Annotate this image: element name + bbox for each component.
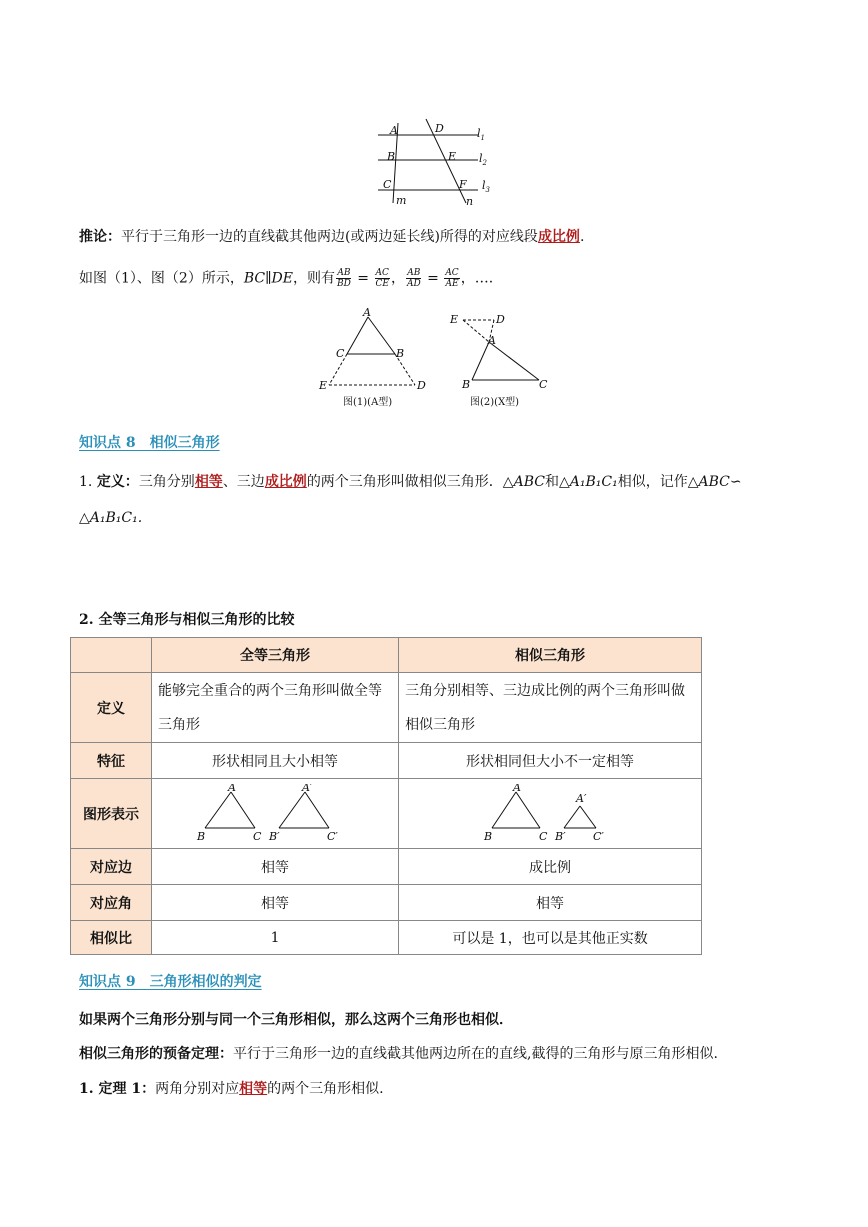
label-B: B [387,150,396,163]
table-header-similar: 相似三角形 [399,638,702,673]
theorem-1: 1. 定理 1：两角分别对应相等的两个三角形相似. [79,1081,384,1097]
figure-a-type [315,305,435,410]
label-l3: $l_3$ [482,179,490,194]
label-C: C [383,178,392,191]
svg-text:A′: A′ [576,791,587,805]
svg-text:C: C [539,378,548,391]
section-8-heading: 知识点 8 相似三角形 [79,435,220,451]
compare-title: 2. 全等三角形与相似三角形的比较 [79,612,295,628]
label-l2: $l_2$ [479,152,487,167]
svg-text:C′: C′ [327,829,338,843]
label-l1: $l_1$ [477,127,485,142]
label-F: F [459,178,467,191]
table-header-row [71,638,702,673]
fraction-ac-ae: $\frac{AC}{AE}$ [445,268,459,289]
corollary-label: 推论： [79,229,121,245]
corollary-text: 平行于三角形一边的直线截其他两边(或两边延长线)所得的对应线段 [121,229,538,245]
fraction-ab-bd: $\frac{AB}{BD}$ [337,268,351,289]
table-row: 图形表示 A B C A′ B′ C′ A B C A′ B′ C′ [71,779,702,849]
label-m: m [396,194,407,207]
fraction-ac-ce: $\frac{AC}{CE}$ [375,268,389,289]
corollary: 推论：平行于三角形一边的直线截其他两边(或两边延长线)所得的对应线段成比例. [79,229,585,245]
comparison-table [70,637,702,955]
rule-transitive: 如果两个三角形分别与同一个三角形相似，那么这两个三角形也相似． [79,1012,513,1028]
fraction-ab-ad: $\frac{AB}{AD}$ [406,268,421,289]
svg-text:B: B [396,347,405,360]
similar-triangles-figure [480,784,620,844]
figure-x-type [445,308,555,410]
definition-line2: △A₁B₁C₁. [79,510,143,526]
table-row: 相似比 1 可以是 1，也可以是其他正实数 [71,921,702,955]
preliminary-theorem: 相似三角形的预备定理：平行于三角形一边的直线截其他两边所在的直线,截得的三角形与原三角形相似. [79,1046,718,1062]
svg-text:B: B [197,829,206,843]
svg-text:B: B [484,829,493,843]
svg-text:A: A [363,306,371,319]
svg-text:C: C [539,829,548,843]
example-line: 如图（1）、图（2）所示，BC∥DE，则有 $\frac{AB}{BD}$ = $\frac{AC}{CE}$ ， $\frac{AB}{AD}$ = $\frac{AC}{AE}$ ，…. [79,268,494,289]
table-row: 对应角 相等 相等 [71,885,702,921]
svg-text:D: D [496,313,505,326]
label-D: D [435,122,444,135]
svg-text:C: C [253,829,262,843]
svg-text:C′: C′ [593,829,604,843]
label-A: A [390,124,398,137]
table-header-congruent: 全等三角形 [152,638,399,673]
parallel-lines-figure [370,115,500,210]
table-row: 特征 形状相同且大小相等 形状相同但大小不一定相等 [71,743,702,779]
svg-text:D: D [417,379,426,392]
svg-text:A: A [513,783,521,794]
svg-text:A: A [488,334,496,347]
table-header-empty [71,638,152,673]
fig1-caption: 图(1)(A型) [343,397,393,408]
svg-text:C: C [336,347,345,360]
section-9-heading: 知识点 9 三角形相似的判定 [79,974,262,990]
svg-text:B′: B′ [269,829,280,843]
congruent-triangles-figure [195,784,355,844]
svg-text:A: A [228,783,236,794]
svg-text:B′: B′ [555,829,566,843]
svg-text:B: B [462,378,471,391]
definition: 1. 定义：三角分别相等、三边成比例的两个三角形叫做相似三角形．△ABC和△A₁B₁C₁相似，记作△ABC∽ [79,474,742,490]
svg-text:E: E [450,313,459,326]
svg-text:A′: A′ [302,783,313,794]
svg-text:E: E [319,379,328,392]
corollary-highlight: 成比例 [537,229,580,245]
fig2-caption: 图(2)(X型) [470,397,520,408]
label-E: E [448,150,457,163]
label-n: n [466,195,474,208]
table-row: 对应边 相等 成比例 [71,849,702,885]
table-row: 定义 能够完全重合的两个三角形叫做全等三角形 三角分别相等、三边成比例的两个三角形叫做相似三角形 [71,673,702,743]
